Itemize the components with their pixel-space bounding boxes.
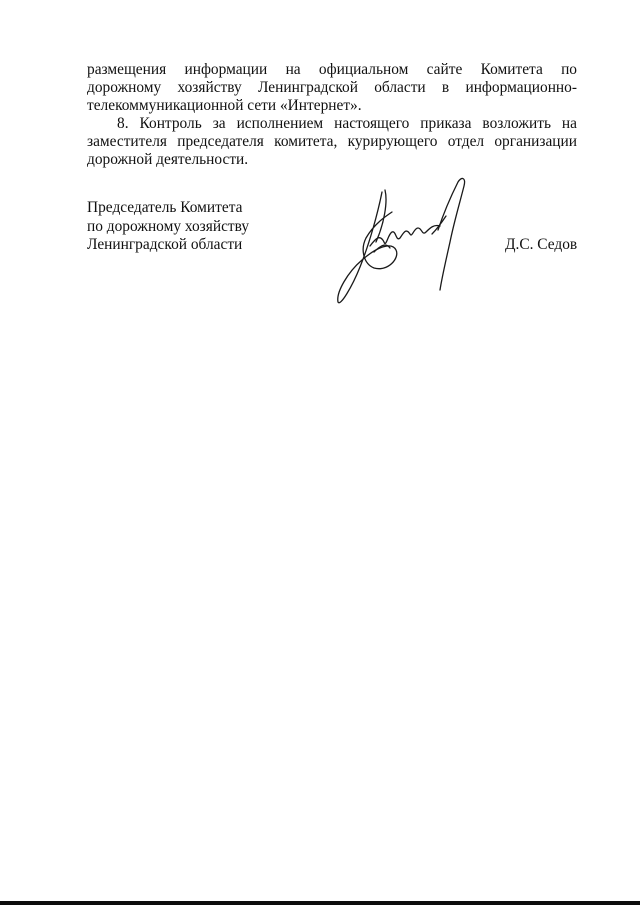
signatory-name: Д.С. Седов: [505, 236, 578, 253]
text-line: дорожному хозяйству Ленинградской области в информационно-: [87, 79, 577, 96]
text-line: размещения информации на официальном сайте Комитета по: [87, 61, 577, 78]
text-line: заместителя председателя комитета, курирующего отдел организации: [87, 133, 577, 150]
signatory-title-line: Председатель Комитета: [87, 199, 243, 216]
signatory-title: [87, 199, 249, 255]
text-line: 8. Контроль за исполнением настоящего приказа возложить на: [117, 115, 577, 132]
text-line: телекоммуникационной сети «Интернет».: [87, 97, 362, 114]
paragraph-8: [87, 115, 577, 169]
signatory-title-line: по дорожному хозяйству: [87, 217, 250, 235]
scan-edge-border: [0, 901, 640, 905]
text-line: дорожной деятельности.: [87, 151, 249, 168]
paragraph-continuation: [87, 61, 577, 115]
document-body: [87, 61, 577, 169]
handwritten-signature: [330, 172, 480, 320]
signatory-title-line: Ленинградской области: [87, 236, 243, 253]
